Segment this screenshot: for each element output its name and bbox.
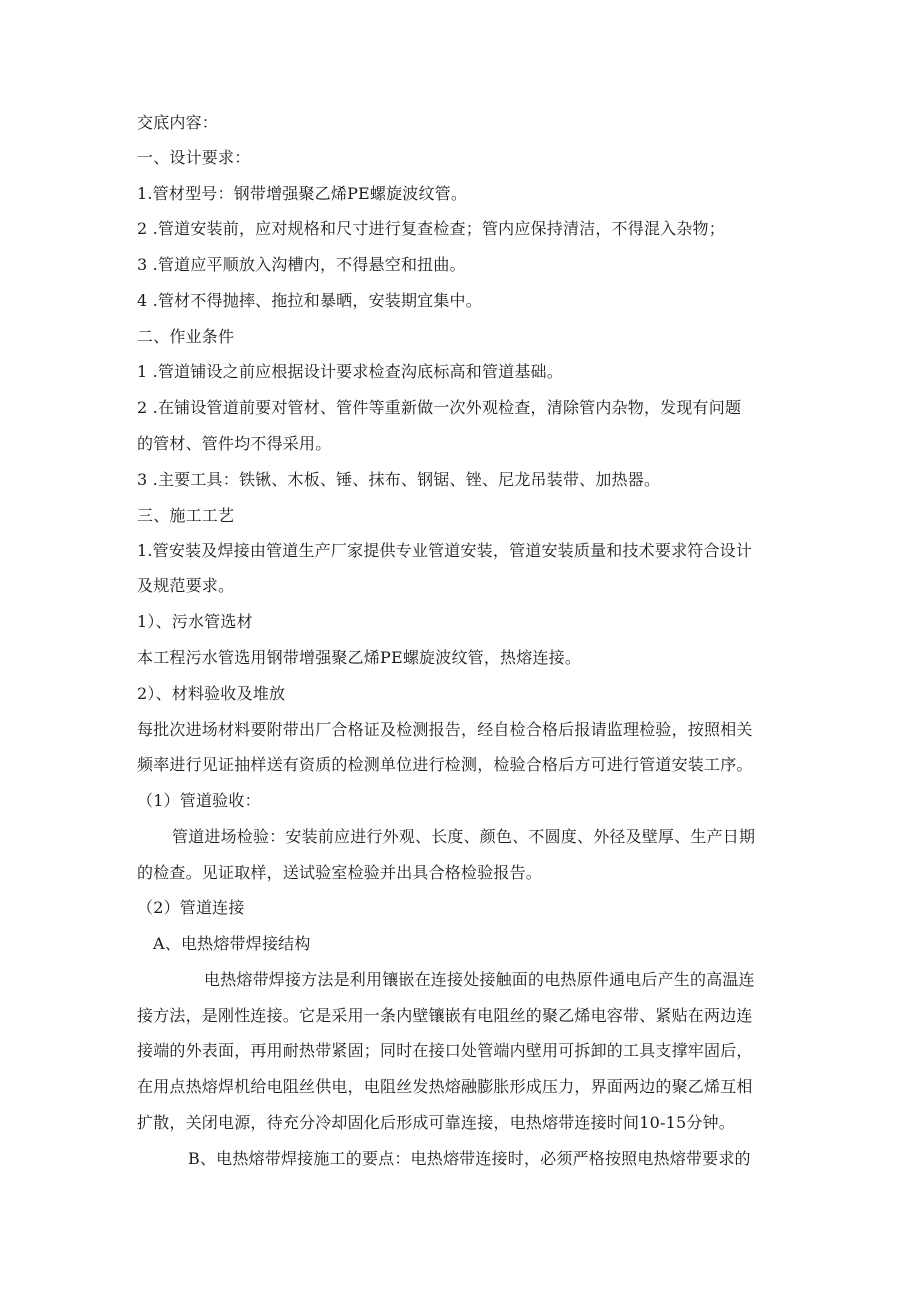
paragraph-line: 频率进行见证抽样送有资质的检测单位进行检测，检验合格后方可进行管道安装工序。 xyxy=(137,755,753,774)
paragraph-line: 2 .管道安装前，应对规格和尺寸进行复查检查；管内应保持清洁，不得混入杂物； xyxy=(137,219,725,238)
paragraph-line: 1.管安装及焊接由管道生产厂家提供专业管道安装，管道安装质量和技术要求符合设计 xyxy=(137,541,753,560)
subsection-heading: （1）管道验收： xyxy=(137,791,261,810)
section-heading-work-conditions: 二、作业条件 xyxy=(137,327,235,346)
subsection-heading: 2）、材料验收及堆放 xyxy=(137,684,286,703)
section-heading-design-requirements: 一、设计要求： xyxy=(137,148,251,167)
document-heading: 交底内容： xyxy=(137,113,219,132)
section-heading-construction-process: 三、施工工艺 xyxy=(137,506,235,525)
paragraph-line: 的检查。见证取样，送试验室检验并出具合格检验报告。 xyxy=(137,863,543,882)
paragraph-line: 3 .主要工具：铁锹、木板、锤、抹布、钢锯、锉、尼龙吊装带、加热器。 xyxy=(137,470,661,489)
paragraph-line: 在用点热熔焊机给电阻丝供电，电阻丝发热熔融膨胀形成压力，界面两边的聚乙烯互相 xyxy=(137,1077,753,1096)
paragraph-line: 每批次进场材料要附带出厂合格证及检测报告，经自检合格后报请监理检验，按照相关 xyxy=(137,720,753,739)
paragraph-line: 扩散，关闭电源，待充分冷却固化后形成可靠连接，电热熔带连接时间10-15分钟。 xyxy=(137,1113,735,1132)
subsection-heading: 1）、污水管选材 xyxy=(137,612,253,631)
paragraph-line: 2 .在铺设管道前要对管材、管件等重新做一次外观检查，清除管内杂物，发现有问题 xyxy=(137,398,742,417)
paragraph-line: 3 .管道应平顺放入沟槽内，不得悬空和扭曲。 xyxy=(137,255,466,274)
paragraph-line: 本工程污水管选用钢带增强聚乙烯PE螺旋波纹管，热熔连接。 xyxy=(137,648,582,667)
paragraph-line: 的管材、管件均不得采用。 xyxy=(137,434,332,453)
paragraph-line: 1 .管道铺设之前应根据设计要求检查沟底标高和管道基础。 xyxy=(137,362,563,381)
subsection-heading: A、电热熔带焊接结构 xyxy=(153,934,311,953)
paragraph-line: 及规范要求。 xyxy=(137,576,235,595)
paragraph-line: B、电热熔带焊接施工的要点：电热熔带连接时，必须严格按照电热熔带要求的 xyxy=(188,1149,751,1168)
paragraph-line: 接端的外表面，再用耐热带紧固；同时在接口处管端内壁用可拆卸的工具支撑牢固后， xyxy=(137,1041,753,1060)
paragraph-line: 电热熔带焊接方法是利用镶嵌在连接处接触面的电热原件通电后产生的高温连 xyxy=(204,970,755,989)
paragraph-line: 1.管材型号：钢带增强聚乙烯PE螺旋波纹管。 xyxy=(137,184,468,203)
paragraph-line: 接方法，是刚性连接。它是采用一条内壁镶嵌有电阻丝的聚乙烯电容带、紧贴在两边连 xyxy=(137,1006,753,1025)
paragraph-line: 管道进场检验：安装前应进行外观、长度、颜色、不圆度、外径及壁厚、生产日期 xyxy=(172,827,756,846)
subsection-heading: （2）管道连接 xyxy=(137,898,245,917)
paragraph-line: 4 .管材不得抛摔、拖拉和暴晒，安装期宜集中。 xyxy=(137,291,482,310)
